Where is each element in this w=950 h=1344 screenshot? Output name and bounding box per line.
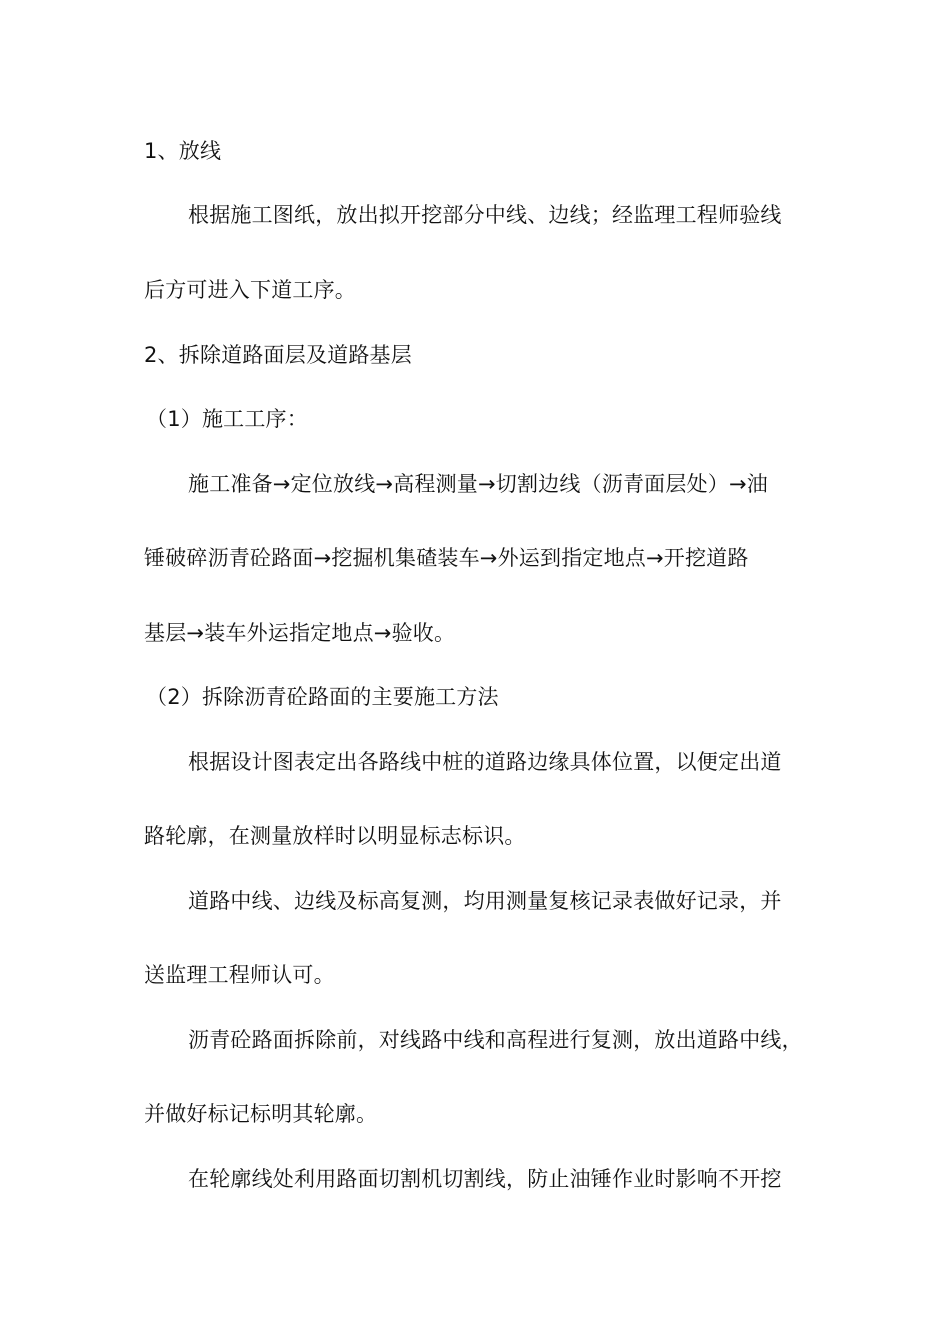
paragraph-line: 根据施工图纸，放出拟开挖部分中线、边线；经监理工程师验线 [188, 203, 782, 227]
subsection-heading-1: （1）施工工序： [146, 407, 308, 431]
paragraph-line: 沥青砼路面拆除前，对线路中线和高程进行复测，放出道路中线， [188, 1028, 803, 1052]
paragraph-line: 在轮廓线处利用路面切割机切割线，防止油锤作业时影响不开挖 [188, 1167, 782, 1191]
section-heading-2: 2、拆除道路面层及道路基层 [144, 343, 412, 367]
paragraph-line: 根据设计图表定出各路线中桩的道路边缘具体位置，以便定出道 [188, 750, 782, 774]
paragraph-line: 路轮廓，在测量放样时以明显标志标识。 [144, 824, 526, 848]
paragraph-line: 并做好标记标明其轮廓。 [144, 1102, 378, 1126]
section-heading-1: 1、放线 [144, 139, 222, 163]
paragraph-line: 施工准备→定位放线→高程测量→切割边线（沥青面层处）→油 [188, 472, 768, 496]
paragraph-line: 后方可进入下道工序。 [144, 278, 356, 302]
paragraph-line: 锤破碎沥青砼路面→挖掘机集碴装车→外运到指定地点→开挖道路 [144, 546, 749, 570]
subsection-heading-2: （2）拆除沥青砼路面的主要施工方法 [146, 685, 499, 709]
paragraph-line: 基层→装车外运指定地点→验收。 [144, 621, 456, 645]
paragraph-line: 道路中线、边线及标高复测，均用测量复核记录表做好记录，并 [188, 889, 782, 913]
paragraph-line: 送监理工程师认可。 [144, 963, 335, 987]
